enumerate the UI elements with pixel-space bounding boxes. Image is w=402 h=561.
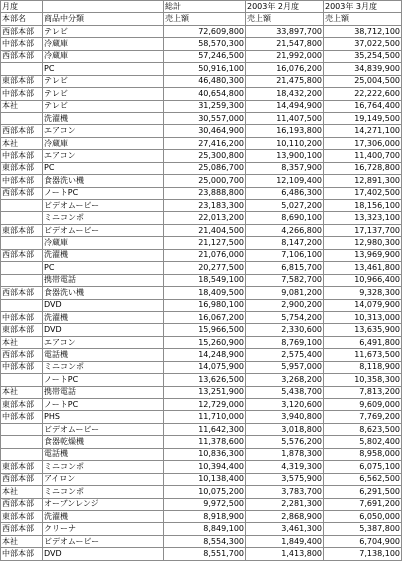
total-sales-cell[interactable]: 10,836,300 [164,448,246,460]
total-sales-cell[interactable]: 18,549,100 [164,274,246,286]
feb-sales-cell[interactable]: 3,461,300 [246,523,324,535]
mar-sales-cell[interactable]: 6,050,000 [324,510,402,522]
table-row [1,287,402,299]
feb-sales-cell[interactable]: 9,081,200 [246,287,324,299]
category-cell[interactable]: PC [43,162,164,174]
total-sales-cell[interactable]: 11,642,300 [164,423,246,435]
category-cell[interactable]: 洗濯機 [43,249,164,261]
division-cell[interactable]: 西部本部 [1,287,43,299]
feb-sales-cell[interactable]: 3,120,600 [246,399,324,411]
table-row [1,175,402,187]
table-row [1,63,402,75]
table-row [1,324,402,336]
division-cell[interactable]: 東部本部 [1,399,43,411]
table-row [1,411,402,423]
feb-sales-cell[interactable]: 3,783,700 [246,486,324,498]
header-cell-feb[interactable]: 2003年 2月度 [246,1,324,13]
mar-sales-cell[interactable]: 22,222,600 [324,88,402,100]
header-cell-sales-mar[interactable]: 売上額 [324,13,402,25]
feb-sales-cell[interactable]: 2,330,600 [246,324,324,336]
table-row [1,336,402,348]
mar-sales-cell[interactable]: 12,891,300 [324,175,402,187]
total-sales-cell[interactable]: 10,075,200 [164,486,246,498]
category-cell[interactable]: ミニコンポ [43,212,164,224]
division-cell[interactable]: 中部本部 [1,88,43,100]
category-cell[interactable]: 冷蔵庫 [43,237,164,249]
feb-sales-cell[interactable]: 33,897,700 [246,25,324,37]
feb-sales-cell[interactable]: 5,027,200 [246,200,324,212]
table-row [1,436,402,448]
feb-sales-cell[interactable]: 12,109,400 [246,175,324,187]
category-cell[interactable]: DVD [43,324,164,336]
category-cell[interactable]: ミニコンポ [43,461,164,473]
category-cell[interactable]: ビデオムービー [43,200,164,212]
table-row [1,50,402,62]
division-cell[interactable]: 中部本部 [1,175,43,187]
category-cell[interactable]: ノートPC [43,187,164,199]
division-cell[interactable]: 西部本部 [1,249,43,261]
total-sales-cell[interactable]: 16,980,100 [164,299,246,311]
mar-sales-cell[interactable]: 13,323,100 [324,212,402,224]
table-row [1,349,402,361]
total-sales-cell[interactable]: 46,480,300 [164,75,246,87]
mar-sales-cell[interactable]: 10,358,300 [324,374,402,386]
table-row [1,125,402,137]
mar-sales-cell[interactable]: 17,137,700 [324,224,402,236]
table-row [1,262,402,274]
table-row [1,162,402,174]
table-row [1,249,402,261]
mar-sales-cell[interactable]: 35,254,500 [324,50,402,62]
mar-sales-cell[interactable]: 6,562,500 [324,473,402,485]
mar-sales-cell[interactable]: 14,271,100 [324,125,402,137]
feb-sales-cell[interactable]: 13,900,100 [246,150,324,162]
division-cell[interactable] [1,436,43,448]
table-row [1,486,402,498]
category-cell[interactable]: テレビ [43,75,164,87]
division-cell[interactable] [1,448,43,460]
feb-sales-cell[interactable]: 2,868,900 [246,510,324,522]
category-cell[interactable]: ノートPC [43,399,164,411]
table-row [1,38,402,50]
feb-sales-cell[interactable]: 2,900,200 [246,299,324,311]
division-cell[interactable] [1,237,43,249]
header-cell-division[interactable]: 本部名 [1,13,43,25]
feb-sales-cell[interactable]: 1,413,800 [246,548,324,560]
division-cell[interactable]: 東部本部 [1,510,43,522]
header-cell-mar[interactable]: 2003年 3月度 [324,1,402,13]
table-row [1,510,402,522]
table-row [1,100,402,112]
mar-sales-cell[interactable]: 7,813,200 [324,386,402,398]
feb-sales-cell[interactable]: 8,147,200 [246,237,324,249]
division-cell[interactable]: 本社 [1,336,43,348]
total-sales-cell[interactable]: 40,654,800 [164,88,246,100]
feb-sales-cell[interactable]: 4,319,300 [246,461,324,473]
category-cell[interactable]: PHS [43,411,164,423]
mar-sales-cell[interactable]: 11,673,500 [324,349,402,361]
feb-sales-cell[interactable]: 14,494,900 [246,100,324,112]
table-row [1,548,402,560]
division-cell[interactable]: 東部本部 [1,324,43,336]
feb-sales-cell[interactable]: 11,407,500 [246,112,324,124]
category-cell[interactable]: ビデオムービー [43,535,164,547]
category-cell[interactable]: 洗濯機 [43,510,164,522]
feb-sales-cell[interactable]: 8,690,100 [246,212,324,224]
mar-sales-cell[interactable]: 11,400,700 [324,150,402,162]
division-cell[interactable]: 中部本部 [1,311,43,323]
total-sales-cell[interactable]: 11,378,600 [164,436,246,448]
table-row [1,311,402,323]
mar-sales-cell[interactable]: 9,328,300 [324,287,402,299]
total-sales-cell[interactable]: 18,409,500 [164,287,246,299]
division-cell[interactable]: 本社 [1,386,43,398]
table-row [1,523,402,535]
mar-sales-cell[interactable]: 16,764,400 [324,100,402,112]
category-cell[interactable]: テレビ [43,88,164,100]
division-cell[interactable]: 西部本部 [1,349,43,361]
total-sales-cell[interactable]: 11,710,000 [164,411,246,423]
mar-sales-cell[interactable]: 8,118,900 [324,361,402,373]
table-row [1,150,402,162]
division-cell[interactable] [1,63,43,75]
feb-sales-cell[interactable]: 10,110,200 [246,137,324,149]
category-cell[interactable]: 冷蔵庫 [43,50,164,62]
mar-sales-cell[interactable]: 17,306,000 [324,137,402,149]
feb-sales-cell[interactable]: 5,754,200 [246,311,324,323]
mar-sales-cell[interactable]: 8,623,500 [324,423,402,435]
feb-sales-cell[interactable]: 5,438,700 [246,386,324,398]
feb-sales-cell[interactable]: 8,769,100 [246,336,324,348]
header-cell-sales-total[interactable]: 売上額 [164,13,246,25]
mar-sales-cell[interactable]: 18,156,100 [324,200,402,212]
mar-sales-cell[interactable]: 37,022,500 [324,38,402,50]
category-cell[interactable]: 洗濯機 [43,112,164,124]
division-cell[interactable] [1,374,43,386]
header-cell-month[interactable]: 月度 [1,1,43,13]
category-cell[interactable]: DVD [43,299,164,311]
table-row [1,386,402,398]
division-cell[interactable]: 本社 [1,535,43,547]
feb-sales-cell[interactable]: 2,575,400 [246,349,324,361]
division-cell[interactable]: 東部本部 [1,461,43,473]
total-sales-cell[interactable]: 23,183,300 [164,200,246,212]
header-row-fields [1,13,402,25]
feb-sales-cell[interactable]: 7,106,100 [246,249,324,261]
mar-sales-cell[interactable]: 25,004,500 [324,75,402,87]
table-row [1,374,402,386]
mar-sales-cell[interactable]: 5,802,400 [324,436,402,448]
table-row [1,461,402,473]
category-cell[interactable]: エアコン [43,125,164,137]
division-cell[interactable]: 本社 [1,486,43,498]
division-cell[interactable]: 中部本部 [1,548,43,560]
division-cell[interactable] [1,299,43,311]
total-sales-cell[interactable]: 13,251,900 [164,386,246,398]
mar-sales-cell[interactable]: 7,691,200 [324,498,402,510]
category-cell[interactable]: 食器乾燥機 [43,436,164,448]
total-sales-cell[interactable]: 16,067,200 [164,311,246,323]
table-row [1,224,402,236]
total-sales-cell[interactable]: 10,138,400 [164,473,246,485]
table-row [1,25,402,37]
mar-sales-cell[interactable]: 6,704,900 [324,535,402,547]
division-cell[interactable]: 中部本部 [1,411,43,423]
mar-sales-cell[interactable]: 34,839,900 [324,63,402,75]
mar-sales-cell[interactable]: 19,149,500 [324,112,402,124]
category-cell[interactable]: エアコン [43,150,164,162]
division-cell[interactable]: 西部本部 [1,187,43,199]
total-sales-cell[interactable]: 30,464,900 [164,125,246,137]
mar-sales-cell[interactable]: 17,402,500 [324,187,402,199]
division-cell[interactable]: 東部本部 [1,75,43,87]
total-sales-cell[interactable]: 12,729,000 [164,399,246,411]
feb-sales-cell[interactable]: 21,992,000 [246,50,324,62]
mar-sales-cell[interactable]: 14,079,900 [324,299,402,311]
division-cell[interactable]: 中部本部 [1,361,43,373]
mar-sales-cell[interactable]: 13,969,900 [324,249,402,261]
category-cell[interactable]: 食器洗い機 [43,287,164,299]
feb-sales-cell[interactable]: 5,957,000 [246,361,324,373]
mar-sales-cell[interactable]: 10,313,000 [324,311,402,323]
category-cell[interactable]: 携帯電話 [43,274,164,286]
category-cell[interactable]: 携帯電話 [43,386,164,398]
table-row [1,448,402,460]
total-sales-cell[interactable]: 25,000,700 [164,175,246,187]
division-cell[interactable]: 本社 [1,100,43,112]
total-sales-cell[interactable]: 21,404,500 [164,224,246,236]
feb-sales-cell[interactable]: 3,018,800 [246,423,324,435]
mar-sales-cell[interactable]: 13,461,800 [324,262,402,274]
category-cell[interactable]: オーブンレンジ [43,498,164,510]
category-cell[interactable]: クリーナ [43,523,164,535]
category-cell[interactable]: ビデオムービー [43,224,164,236]
total-sales-cell[interactable]: 9,972,500 [164,498,246,510]
mar-sales-cell[interactable]: 7,769,200 [324,411,402,423]
feb-sales-cell[interactable]: 6,815,700 [246,262,324,274]
category-cell[interactable]: ミニコンポ [43,361,164,373]
total-sales-cell[interactable]: 8,554,300 [164,535,246,547]
total-sales-cell[interactable]: 10,394,400 [164,461,246,473]
table-row [1,187,402,199]
total-sales-cell[interactable]: 13,626,500 [164,374,246,386]
division-cell[interactable]: 西部本部 [1,50,43,62]
category-cell[interactable]: ノートPC [43,374,164,386]
total-sales-cell[interactable]: 25,300,800 [164,150,246,162]
division-cell[interactable] [1,423,43,435]
division-cell[interactable] [1,200,43,212]
mar-sales-cell[interactable]: 13,635,900 [324,324,402,336]
total-sales-cell[interactable]: 8,551,700 [164,548,246,560]
header-row-month [1,1,402,13]
total-sales-cell[interactable]: 20,277,500 [164,262,246,274]
feb-sales-cell[interactable]: 16,193,800 [246,125,324,137]
total-sales-cell[interactable]: 14,248,900 [164,349,246,361]
table-row [1,535,402,547]
header-cell-category[interactable]: 商品中分類 [43,13,164,25]
total-sales-cell[interactable]: 31,259,300 [164,100,246,112]
table-row [1,299,402,311]
feb-sales-cell[interactable]: 6,486,300 [246,187,324,199]
header-cell-total[interactable]: 総計 [164,1,246,13]
mar-sales-cell[interactable]: 9,609,000 [324,399,402,411]
table-row [1,137,402,149]
mar-sales-cell[interactable]: 6,075,100 [324,461,402,473]
feb-sales-cell[interactable]: 3,575,900 [246,473,324,485]
mar-sales-cell[interactable]: 12,980,300 [324,237,402,249]
division-cell[interactable] [1,262,43,274]
feb-sales-cell[interactable]: 7,582,700 [246,274,324,286]
category-cell[interactable]: 食器洗い機 [43,175,164,187]
feb-sales-cell[interactable]: 4,266,800 [246,224,324,236]
category-cell[interactable]: テレビ [43,25,164,37]
total-sales-cell[interactable]: 57,246,500 [164,50,246,62]
mar-sales-cell[interactable]: 7,138,100 [324,548,402,560]
category-cell[interactable]: 洗濯機 [43,311,164,323]
feb-sales-cell[interactable]: 21,547,800 [246,38,324,50]
total-sales-cell[interactable]: 25,086,700 [164,162,246,174]
mar-sales-cell[interactable]: 16,728,800 [324,162,402,174]
division-cell[interactable]: 本社 [1,137,43,149]
category-cell[interactable]: 電話機 [43,448,164,460]
header-cell-blank[interactable] [43,1,164,13]
mar-sales-cell[interactable]: 38,712,100 [324,25,402,37]
feb-sales-cell[interactable]: 8,357,900 [246,162,324,174]
total-sales-cell[interactable]: 14,075,900 [164,361,246,373]
table-row [1,399,402,411]
total-sales-cell[interactable]: 22,013,200 [164,212,246,224]
mar-sales-cell[interactable]: 10,966,400 [324,274,402,286]
total-sales-cell[interactable]: 21,076,000 [164,249,246,261]
table-row [1,75,402,87]
total-sales-cell[interactable]: 50,916,100 [164,63,246,75]
table-row [1,200,402,212]
total-sales-cell[interactable]: 27,416,200 [164,137,246,149]
division-cell[interactable]: 西部本部 [1,125,43,137]
division-cell[interactable]: 西部本部 [1,523,43,535]
category-cell[interactable]: エアコン [43,336,164,348]
category-cell[interactable]: アイロン [43,473,164,485]
mar-sales-cell[interactable]: 8,958,000 [324,448,402,460]
feb-sales-cell[interactable]: 2,281,300 [246,498,324,510]
mar-sales-cell[interactable]: 6,491,800 [324,336,402,348]
table-row [1,274,402,286]
total-sales-cell[interactable]: 58,570,300 [164,38,246,50]
table-row [1,473,402,485]
division-cell[interactable]: 西部本部 [1,473,43,485]
feb-sales-cell[interactable]: 1,849,400 [246,535,324,547]
feb-sales-cell[interactable]: 3,268,200 [246,374,324,386]
division-cell[interactable]: 東部本部 [1,224,43,236]
division-cell[interactable] [1,274,43,286]
table-row [1,212,402,224]
total-sales-cell[interactable]: 30,557,000 [164,112,246,124]
total-sales-cell[interactable]: 21,127,500 [164,237,246,249]
total-sales-cell[interactable]: 15,966,500 [164,324,246,336]
feb-sales-cell[interactable]: 21,475,800 [246,75,324,87]
header-cell-sales-feb[interactable]: 売上額 [246,13,324,25]
category-cell[interactable]: テレビ [43,100,164,112]
feb-sales-cell[interactable]: 1,878,300 [246,448,324,460]
total-sales-cell[interactable]: 72,609,800 [164,25,246,37]
feb-sales-cell[interactable]: 3,940,800 [246,411,324,423]
category-cell[interactable]: PC [43,262,164,274]
category-cell[interactable]: DVD [43,548,164,560]
feb-sales-cell[interactable]: 18,432,200 [246,88,324,100]
mar-sales-cell[interactable]: 6,291,500 [324,486,402,498]
category-cell[interactable]: 電話機 [43,349,164,361]
division-cell[interactable] [1,112,43,124]
table-row [1,112,402,124]
division-cell[interactable]: 中部本部 [1,38,43,50]
division-cell[interactable] [1,212,43,224]
feb-sales-cell[interactable]: 16,076,200 [246,63,324,75]
division-cell[interactable]: 東部本部 [1,162,43,174]
total-sales-cell[interactable]: 8,918,900 [164,510,246,522]
total-sales-cell[interactable]: 15,260,900 [164,336,246,348]
division-cell[interactable]: 西部本部 [1,498,43,510]
division-cell[interactable]: 中部本部 [1,150,43,162]
table-row [1,423,402,435]
feb-sales-cell[interactable]: 5,576,200 [246,436,324,448]
table-row [1,88,402,100]
total-sales-cell[interactable]: 8,849,100 [164,523,246,535]
mar-sales-cell[interactable]: 5,387,800 [324,523,402,535]
category-cell[interactable]: ミニコンポ [43,486,164,498]
division-cell[interactable]: 西部本部 [1,25,43,37]
table-row [1,237,402,249]
table-row [1,498,402,510]
total-sales-cell[interactable]: 23,888,800 [164,187,246,199]
category-cell[interactable]: ビデオムービー [43,423,164,435]
table-row [1,361,402,373]
category-cell[interactable]: 冷蔵庫 [43,38,164,50]
category-cell[interactable]: 冷蔵庫 [43,137,164,149]
category-cell[interactable]: PC [43,63,164,75]
